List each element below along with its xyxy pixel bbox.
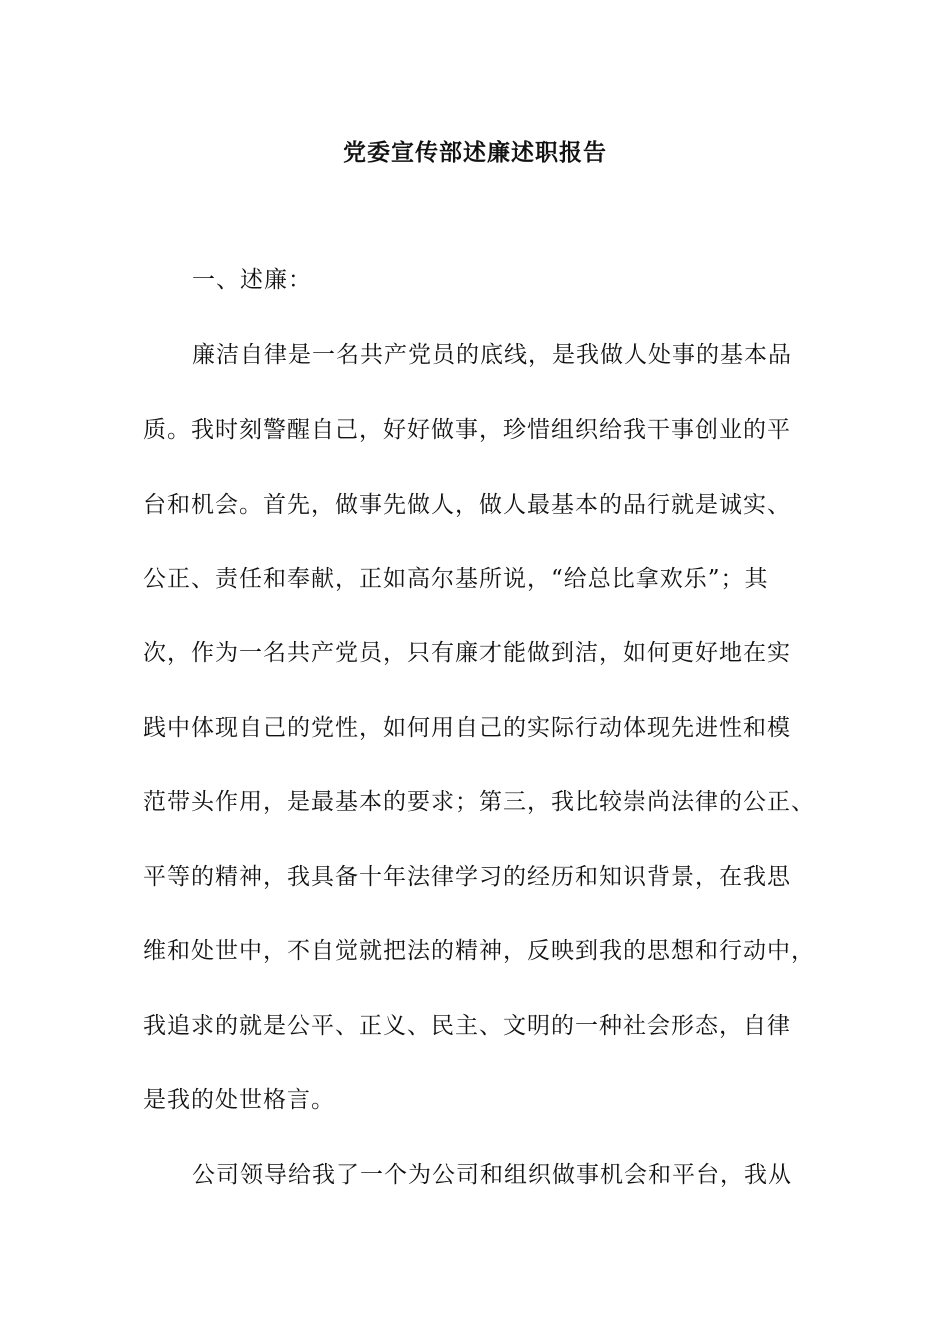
paragraph-line: 范带头作用，是最基本的要求；第三，我比较崇尚法律的公正、	[143, 789, 815, 815]
paragraph-line: 台和机会。首先，做事先做人，做人最基本的品行就是诚实、	[143, 492, 791, 518]
paragraph-line: 公正、责任和奉献，正如高尔基所说，“给总比拿欢乐”；其	[143, 566, 769, 592]
paragraph-line: 是我的处世格言。	[143, 1087, 335, 1113]
document-title: 党委宣传部述廉述职报告	[343, 139, 607, 166]
paragraph-line: 我追求的就是公平、正义、民主、文明的一种社会形态，自律	[143, 1013, 791, 1039]
section-heading: 一、述廉：	[192, 267, 312, 293]
paragraph-line: 维和处世中，不自觉就把法的精神，反映到我的思想和行动中，	[143, 938, 815, 964]
paragraph-line: 廉洁自律是一名共产党员的底线，是我做人处事的基本品	[192, 342, 792, 368]
paragraph-line: 公司领导给我了一个为公司和组织做事机会和平台，我从	[192, 1162, 792, 1188]
paragraph-line: 次，作为一名共产党员，只有廉才能做到洁，如何更好地在实	[143, 640, 791, 666]
paragraph-line: 质。我时刻警醒自己，好好做事，珍惜组织给我干事创业的平	[143, 417, 791, 443]
paragraph-line: 践中体现自己的党性，如何用自己的实际行动体现先进性和模	[143, 715, 791, 741]
paragraph-line: 平等的精神，我具备十年法律学习的经历和知识背景，在我思	[143, 864, 791, 890]
